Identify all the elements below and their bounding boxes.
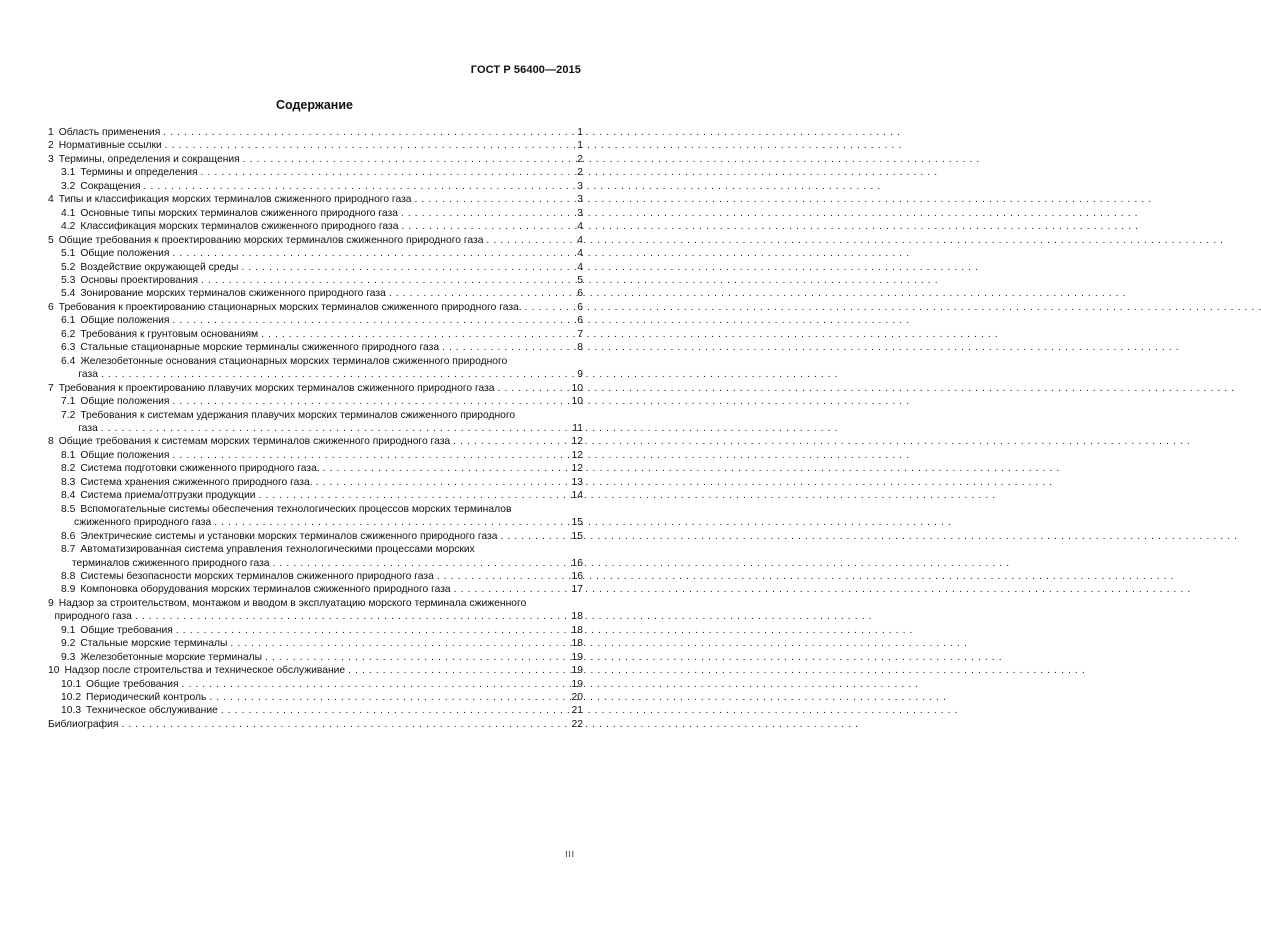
toc-entry-title: Сокращения bbox=[80, 180, 141, 192]
toc-entry-title: Общие требования bbox=[80, 624, 173, 636]
dot-leader bbox=[173, 247, 576, 260]
dot-leader bbox=[165, 139, 575, 152]
toc-entry-number: 3.2 bbox=[61, 180, 76, 192]
toc-entry[interactable] bbox=[48, 637, 583, 650]
toc-entry-number: 3 bbox=[48, 153, 54, 165]
dot-leader bbox=[221, 704, 570, 717]
toc-entry-page: 19 bbox=[571, 678, 583, 690]
dot-leader bbox=[442, 341, 575, 354]
toc-entry[interactable] bbox=[48, 597, 583, 624]
toc-entry-number: 4.1 bbox=[61, 207, 76, 219]
toc-entry[interactable] bbox=[48, 193, 583, 206]
dot-leader bbox=[498, 382, 570, 395]
toc-entry-title: Библиография bbox=[48, 718, 119, 730]
toc-entry-title: Система приема/отгрузки продукции bbox=[80, 490, 256, 502]
toc-entry-title: Требования к проектированию плавучих морских терминалов сжиженного природного газа bbox=[58, 382, 495, 394]
toc-entry-page: 1 bbox=[577, 127, 583, 138]
toc-entry-title: Общие положения bbox=[80, 315, 170, 327]
toc-entry-title: Основные типы морских терминалов сжиженного природного газа bbox=[80, 207, 398, 219]
toc-entry[interactable] bbox=[48, 449, 583, 462]
toc-entry-number: 6 bbox=[48, 301, 54, 313]
toc-entry-page: 1 bbox=[577, 140, 583, 152]
toc-entry-title: сжиженного природного газа bbox=[74, 517, 212, 529]
dot-leader bbox=[135, 610, 570, 623]
toc-entry-number: 8.4 bbox=[61, 490, 76, 502]
toc-entry[interactable] bbox=[48, 220, 583, 233]
toc-entry-title: природного газа bbox=[54, 611, 132, 623]
toc-entry-number: 7 bbox=[48, 382, 54, 394]
toc-entry-title: Система подготовки сжиженного природного газа. bbox=[80, 463, 320, 475]
toc-entry-number: 7.1 bbox=[61, 396, 76, 408]
toc-entry-title: Общие положения bbox=[80, 396, 170, 408]
toc-entry-page: 2 bbox=[577, 167, 583, 179]
toc-entry-title: Требования к системам удержания плавучих морских терминалов сжиженного природного bbox=[80, 409, 516, 421]
toc-entry-number: 3.1 bbox=[61, 167, 76, 179]
toc-entry-number: 4 bbox=[48, 194, 54, 206]
dot-leader bbox=[389, 287, 575, 300]
page-number: III bbox=[565, 850, 575, 859]
dot-leader bbox=[261, 328, 575, 341]
toc-entry-page: 13 bbox=[571, 476, 583, 488]
toc-entry-number: 8.9 bbox=[61, 584, 76, 596]
toc-entry-page: 12 bbox=[571, 463, 583, 475]
toc-entry-title: Нормативные ссылки bbox=[58, 140, 162, 152]
toc-entry[interactable] bbox=[48, 382, 583, 395]
dot-leader bbox=[401, 207, 575, 220]
dot-leader bbox=[101, 422, 571, 435]
toc-entry[interactable] bbox=[48, 234, 583, 247]
dot-leader bbox=[173, 314, 576, 327]
toc-entry-page: 7 bbox=[577, 328, 583, 340]
toc-entry[interactable] bbox=[48, 180, 583, 193]
dot-leader bbox=[273, 557, 570, 570]
toc-entry-number: 10.2 bbox=[61, 692, 82, 704]
toc-entry[interactable] bbox=[48, 691, 583, 704]
toc-entry-title: терминалов сжиженного природного газа bbox=[71, 557, 270, 569]
toc-entry[interactable] bbox=[48, 476, 583, 489]
toc-entry-title: Периодический контроль bbox=[86, 692, 207, 704]
toc-entry-title: Железобетонные морские терминалы bbox=[80, 651, 263, 663]
toc-entry-number: 1 bbox=[48, 127, 54, 138]
toc-entry[interactable] bbox=[48, 355, 583, 382]
toc-entry-title: Вспомогательные системы обеспечения технологических процессов морских терминалов bbox=[80, 503, 512, 515]
toc-entry[interactable] bbox=[48, 664, 583, 677]
toc-entry[interactable] bbox=[48, 261, 583, 274]
dot-leader bbox=[243, 153, 576, 166]
toc-entry[interactable] bbox=[48, 435, 583, 448]
toc-entry[interactable] bbox=[48, 274, 583, 287]
toc-entry-page: 5 bbox=[577, 274, 583, 286]
dot-leader bbox=[525, 301, 576, 314]
toc-entry-title: Надзор за строительством, монтажом и вводом в эксплуатацию морского терминала сжиженного bbox=[58, 597, 527, 609]
toc-entry-title: Система хранения сжиженного природного газа. bbox=[80, 476, 313, 488]
toc-entry[interactable] bbox=[48, 503, 583, 530]
toc-entry-title: газа bbox=[78, 422, 98, 434]
toc-entry[interactable] bbox=[48, 489, 583, 502]
toc-entry-number: 10 bbox=[48, 665, 60, 677]
toc-entry-title: Термины, определения и сокращения bbox=[58, 153, 240, 165]
toc-entry-page: 11 bbox=[572, 422, 583, 434]
dot-leader bbox=[201, 274, 575, 287]
toc-entry-page: 4 bbox=[577, 221, 583, 233]
toc-entry-number: 5.4 bbox=[61, 288, 76, 300]
toc-entry-title: Термины и определения bbox=[80, 167, 198, 179]
toc-entry-title: Типы и классификация морских терминалов сжиженного природного газа bbox=[58, 194, 412, 206]
toc-entry[interactable] bbox=[48, 153, 583, 166]
toc-entry-title: Электрические системы и установки морских терминалов сжиженного природного газа bbox=[80, 530, 498, 542]
toc-entry-page: 10 bbox=[571, 382, 583, 394]
toc-entry-page: 21 bbox=[571, 705, 583, 717]
toc-entry-page: 16 bbox=[571, 557, 583, 569]
dot-leader bbox=[323, 462, 570, 475]
toc-entry-number: 5.2 bbox=[61, 261, 76, 273]
toc-entry[interactable] bbox=[48, 409, 583, 436]
toc-entry-number: 9.2 bbox=[61, 638, 76, 650]
toc-entry[interactable] bbox=[48, 166, 583, 179]
dot-leader bbox=[230, 637, 569, 650]
toc-entry-page: 4 bbox=[577, 261, 583, 273]
toc-entry-number: 5.1 bbox=[61, 248, 76, 260]
dot-leader bbox=[209, 691, 569, 704]
dot-leader bbox=[214, 516, 569, 529]
toc-entry[interactable] bbox=[48, 651, 583, 664]
dot-leader bbox=[121, 718, 569, 731]
toc-entry-page: 20 bbox=[571, 692, 583, 704]
toc-entry-title: Железобетонные основания стационарных морских терминалов сжиженного природного bbox=[80, 355, 508, 367]
dot-leader bbox=[173, 395, 570, 408]
dot-leader bbox=[486, 234, 575, 247]
toc-entry-page: 12 bbox=[571, 436, 583, 448]
toc-entry[interactable] bbox=[48, 678, 583, 691]
toc-entry-title: Надзор после строительства и техническое обслуживание bbox=[64, 665, 346, 677]
toc-entry-title: Общие требования к системам морских терминалов сжиженного природного газа bbox=[58, 436, 451, 448]
dot-leader bbox=[500, 530, 569, 543]
toc-entry-page: 3 bbox=[577, 180, 583, 192]
toc-entry-page: 10 bbox=[571, 396, 583, 408]
toc-entry-page: 8 bbox=[577, 342, 583, 354]
toc-entry-number: 9.3 bbox=[61, 651, 76, 663]
toc-entry-number: 4.2 bbox=[61, 221, 76, 233]
toc-entry-page: 15 bbox=[571, 517, 583, 529]
dot-leader bbox=[348, 664, 569, 677]
toc-entry-number: 9.1 bbox=[61, 624, 76, 636]
toc-entry-number: 8.8 bbox=[61, 570, 76, 582]
toc-entry-page: 15 bbox=[571, 530, 583, 542]
toc-entry[interactable] bbox=[48, 126, 583, 139]
dot-leader bbox=[201, 166, 576, 179]
toc-entry-title: Зонирование морских терминалов сжиженного природного газа bbox=[80, 288, 386, 300]
toc-entry-number: 5 bbox=[48, 234, 54, 246]
dot-leader bbox=[241, 261, 575, 274]
toc-entry[interactable] bbox=[48, 139, 583, 152]
toc-entry-number: 6.2 bbox=[61, 328, 76, 340]
toc-entry[interactable] bbox=[48, 583, 583, 596]
toc-entry-page: 3 bbox=[577, 194, 583, 206]
toc-entry[interactable] bbox=[48, 624, 583, 637]
toc-entry[interactable] bbox=[48, 301, 583, 314]
toc-entry-page: 19 bbox=[571, 665, 583, 677]
dot-leader bbox=[454, 583, 570, 596]
page-title: Содержание bbox=[275, 98, 353, 112]
toc-entry-number: 5.3 bbox=[61, 274, 76, 286]
dot-leader bbox=[265, 651, 570, 664]
dot-leader bbox=[144, 180, 576, 193]
toc-entry-number: 8.7 bbox=[61, 544, 76, 556]
toc-entry[interactable] bbox=[48, 543, 583, 570]
toc-entry-page: 2 bbox=[577, 153, 583, 165]
dot-leader bbox=[176, 624, 570, 637]
toc-entry-page: 12 bbox=[571, 449, 583, 461]
toc-entry-page: 4 bbox=[577, 234, 583, 246]
toc-entry-title: Системы безопасности морских терминалов сжиженного природного газа bbox=[80, 570, 434, 582]
toc-entry-number: 10.1 bbox=[61, 678, 82, 690]
toc-entry-title: Требования к грунтовым основаниям bbox=[80, 328, 259, 340]
toc-entry-title: Стальные стационарные морские терминалы сжиженного природного газа bbox=[80, 342, 440, 354]
document-code: ГОСТ Р 56400—2015 bbox=[470, 64, 581, 76]
toc-entry-page: 3 bbox=[577, 207, 583, 219]
toc-entry[interactable] bbox=[48, 704, 583, 717]
toc-entry-number: 9 bbox=[48, 597, 54, 609]
toc-entry-page: 4 bbox=[577, 248, 583, 260]
toc-entry-title: Компоновка оборудования морских терминалов сжиженного природного газа bbox=[80, 584, 451, 596]
toc-entry-number: 7.2 bbox=[61, 409, 76, 421]
toc-entry-page: 22 bbox=[571, 718, 583, 730]
toc-entry-number: 6.3 bbox=[61, 342, 76, 354]
dot-leader bbox=[453, 435, 569, 448]
toc-entry-number: 10.3 bbox=[61, 705, 82, 717]
toc-entry-number: 8.6 bbox=[61, 530, 76, 542]
toc-entry-title: Техническое обслуживание bbox=[86, 705, 218, 717]
toc-entry-number: 8.5 bbox=[61, 503, 76, 515]
toc-entry-number: 2 bbox=[48, 140, 54, 152]
dot-leader bbox=[316, 476, 570, 489]
toc-entry-page: 18 bbox=[571, 611, 583, 623]
toc-entry[interactable] bbox=[48, 462, 583, 475]
toc-entry-number: 8 bbox=[48, 436, 54, 448]
toc-entry-title: Область применения bbox=[58, 127, 161, 138]
toc-entry[interactable] bbox=[48, 314, 583, 327]
dot-leader bbox=[182, 678, 570, 691]
toc-entry-page: 19 bbox=[571, 651, 583, 663]
toc-entry-title: Воздействие окружающей среды bbox=[80, 261, 239, 273]
toc-entry[interactable] bbox=[48, 395, 583, 408]
toc-entry-title: Общие требования к проектированию морских терминалов сжиженного природного газа bbox=[58, 234, 484, 246]
toc-entry-page: 6 bbox=[577, 288, 583, 300]
toc-entry[interactable] bbox=[48, 207, 583, 220]
toc-entry-title: Общие положения bbox=[80, 449, 170, 461]
dot-leader bbox=[401, 220, 575, 233]
toc-entry-page: 9 bbox=[577, 369, 583, 381]
toc-entry-page: 16 bbox=[571, 570, 583, 582]
dot-leader bbox=[101, 368, 575, 381]
table-of-contents bbox=[48, 126, 583, 731]
toc-entry[interactable] bbox=[48, 718, 583, 731]
dot-leader bbox=[173, 449, 570, 462]
toc-entry-page: 18 bbox=[571, 624, 583, 636]
dot-leader bbox=[259, 489, 570, 502]
dot-leader bbox=[437, 570, 570, 583]
toc-entry[interactable] bbox=[48, 328, 583, 341]
toc-entry-title: Основы проектирования bbox=[80, 274, 199, 286]
toc-entry-title: Автоматизированная система управления технологическими процессами морских bbox=[80, 544, 475, 556]
toc-entry-number: 8.1 bbox=[61, 449, 76, 461]
toc-entry-number: 6.4 bbox=[61, 355, 76, 367]
toc-entry-title: Общие положения bbox=[80, 248, 170, 260]
toc-entry-number: 8.2 bbox=[61, 463, 76, 475]
toc-entry-number: 6.1 bbox=[61, 315, 76, 327]
toc-entry-title: Требования к проектированию стационарных морских терминалов сжиженного природного газа. bbox=[58, 301, 522, 313]
toc-entry-title: Классификация морских терминалов сжиженного природного газа bbox=[80, 221, 399, 233]
dot-leader bbox=[163, 126, 575, 139]
toc-entry-page: 14 bbox=[571, 490, 583, 502]
toc-entry[interactable] bbox=[48, 570, 583, 583]
dot-leader bbox=[415, 193, 576, 206]
toc-entry-page: 18 bbox=[571, 638, 583, 650]
toc-entry-number: 8.3 bbox=[61, 476, 76, 488]
toc-entry-page: 6 bbox=[577, 315, 583, 327]
toc-entry-page: 17 bbox=[571, 584, 583, 596]
toc-entry-title: Общие требования bbox=[86, 678, 179, 690]
toc-entry[interactable] bbox=[48, 341, 583, 354]
toc-entry[interactable] bbox=[48, 247, 583, 260]
toc-entry[interactable] bbox=[48, 530, 583, 543]
toc-entry-title: Стальные морские терминалы bbox=[80, 638, 228, 650]
toc-entry-page: 6 bbox=[577, 301, 583, 313]
toc-entry[interactable] bbox=[48, 287, 583, 300]
toc-entry-title: газа bbox=[78, 369, 98, 381]
